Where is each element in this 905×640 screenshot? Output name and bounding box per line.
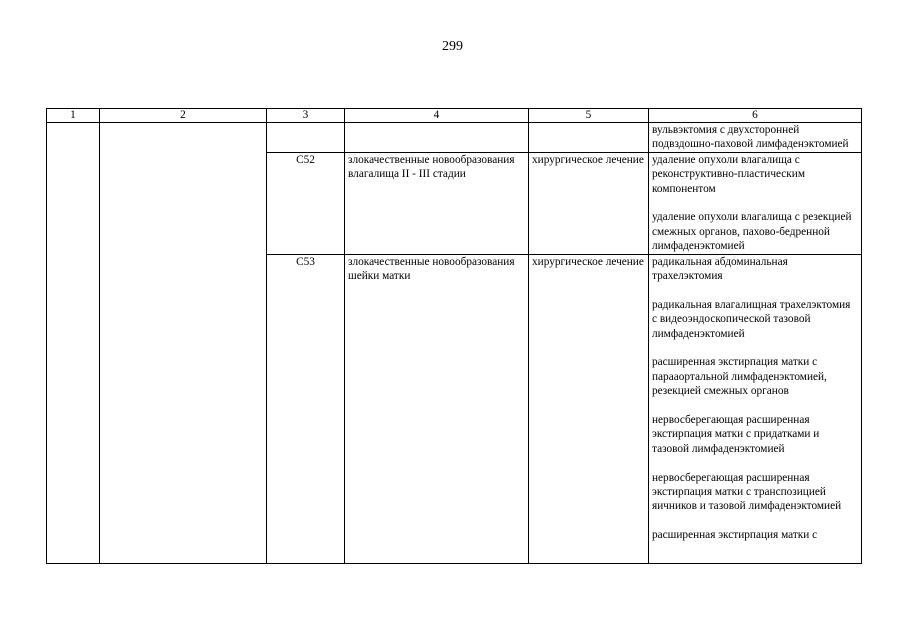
treatment-cell: хирургическое лечение (529, 254, 649, 563)
methods-cell (649, 152, 862, 254)
method-entry: вульвэктомия с двухсторонней подвздошно-паховой лимфаденэктомией (652, 124, 849, 151)
treatment-cell: хирургическое лечение (529, 152, 649, 254)
method-entry: радикальная влагалищная трахелэктомия с видеоэндоскопической тазовой лимфаденэктомией (652, 298, 851, 340)
header-col-2: 2 (100, 109, 267, 123)
method-entry: расширенная экстирпация матки с парааортальной лимфаденэктомией, резекцией смежных органов (652, 356, 827, 398)
code-cell: C52 (267, 152, 345, 254)
diagnosis-cell: злокачественные новообразования влагалища II - III стадии (345, 152, 529, 254)
method-entry: удаление опухоли влагалища с реконструктивно-пластическим компонентом (652, 153, 805, 195)
header-col-3: 3 (267, 109, 345, 123)
method-entry: нервосберегающая расширенная экстирпация матки с придатками и тазовой лимфаденэктомией (652, 414, 820, 455)
col-1-cell (47, 123, 100, 564)
col-2-cell (100, 123, 267, 564)
header-row (47, 109, 862, 123)
code-cell: C53 (267, 254, 345, 563)
header-col-1: 1 (47, 109, 100, 123)
header-col-6: 6 (649, 109, 862, 123)
method-entry: радикальная абдоминальная трахелэктомия (652, 255, 788, 283)
header-col-4: 4 (345, 109, 529, 123)
header-col-5: 5 (529, 109, 649, 123)
treatment-cell (529, 123, 649, 153)
table-row (47, 123, 862, 153)
diagnosis-cell (345, 123, 529, 153)
method-entry: удаление опухоли влагалища с резекцией смежных органов, пахово-бедренной лимфаденэктомией (652, 211, 852, 253)
method-entry: расширенная экстирпация матки с (652, 529, 818, 542)
methods-cell (649, 254, 862, 563)
diagnosis-cell: злокачественные новообразования шейки матки (345, 254, 529, 563)
page-number: 299 (442, 39, 463, 54)
method-entry: нервосберегающая расширенная экстирпация матки с транспозицией яичников и тазовой лимфаденэктомией (652, 471, 842, 513)
code-cell (267, 123, 345, 153)
medical-procedures-table (46, 108, 862, 564)
methods-cell (649, 123, 862, 153)
